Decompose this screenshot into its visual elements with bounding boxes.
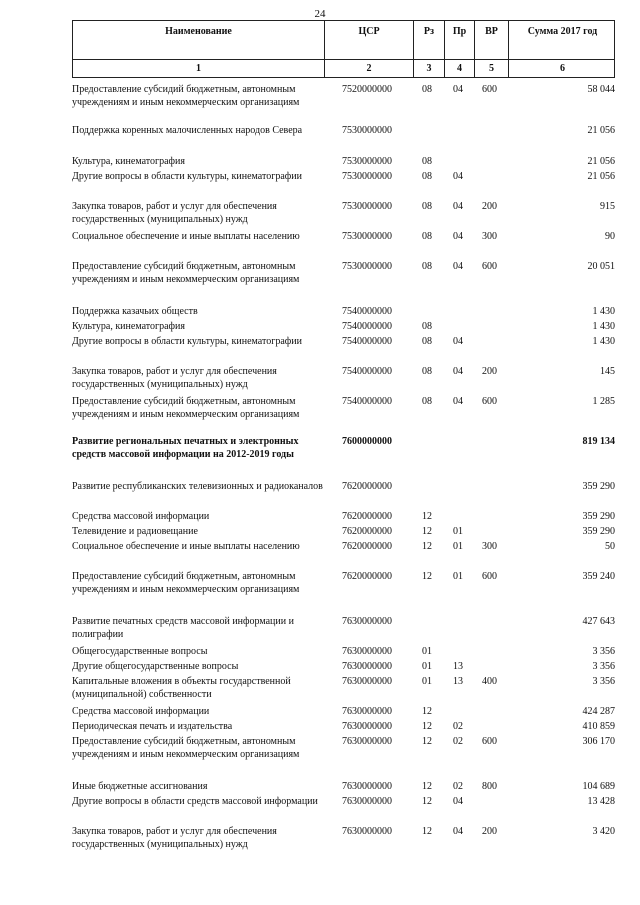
- row-name: Развитие республиканских телевизионных и радиоканалов: [72, 481, 323, 492]
- row-name: Социальное обеспечение и иные выплаты населению: [72, 541, 300, 552]
- row-sum: 359 290: [582, 526, 615, 537]
- header-name-column: [73, 21, 325, 77]
- row-rz-code: 12: [422, 526, 432, 537]
- row-rz-code: 08: [422, 336, 432, 347]
- row-name: Культура, кинематография: [72, 321, 185, 332]
- header-vr-label: ВР: [485, 26, 498, 37]
- row-csr-code: 7600000000: [342, 436, 392, 447]
- row-csr-code: 7540000000: [342, 366, 392, 377]
- row-name: Поддержка казачьих обществ: [72, 306, 198, 317]
- row-name: Закупка товаров, работ и услуг для обеспечения государственных (муниципальных) нужд: [72, 366, 277, 390]
- row-csr-code: 7540000000: [342, 396, 392, 407]
- row-csr-code: 7630000000: [342, 721, 392, 732]
- row-name: Предоставление субсидий бюджетным, автономным учреждениям и иным некоммерческим организациям: [72, 396, 300, 420]
- row-rz-code: 12: [422, 571, 432, 582]
- row-rz-code: 12: [422, 796, 432, 807]
- row-rz-code: 01: [422, 646, 432, 657]
- header-rz-column: [414, 21, 445, 77]
- row-pr-code: 04: [453, 231, 463, 242]
- row-sum: 359 290: [582, 481, 615, 492]
- row-sum: 13 428: [587, 796, 615, 807]
- row-vr-code: 600: [482, 571, 497, 582]
- row-vr-code: 600: [482, 261, 497, 272]
- row-sum: 1 285: [592, 396, 615, 407]
- row-name: Иные бюджетные ассигнования: [72, 781, 208, 792]
- row-csr-code: 7530000000: [342, 201, 392, 212]
- row-pr-code: 02: [453, 781, 463, 792]
- row-pr-code: 04: [453, 201, 463, 212]
- row-csr-code: 7530000000: [342, 261, 392, 272]
- row-vr-code: 200: [482, 201, 497, 212]
- row-vr-code: 200: [482, 826, 497, 837]
- row-csr-code: 7630000000: [342, 826, 392, 837]
- row-name: Предоставление субсидий бюджетным, автономным учреждениям и иным некоммерческим организациям: [72, 84, 300, 108]
- row-sum: 359 290: [582, 511, 615, 522]
- row-csr-code: 7530000000: [342, 156, 392, 167]
- row-name: Капитальные вложения в объекты государственной (муниципальной) собственности: [72, 676, 291, 700]
- row-csr-code: 7620000000: [342, 541, 392, 552]
- row-vr-code: 600: [482, 736, 497, 747]
- row-pr-code: 04: [453, 336, 463, 347]
- row-pr-code: 04: [453, 261, 463, 272]
- row-pr-code: 04: [453, 826, 463, 837]
- header-vr-column: [475, 21, 509, 77]
- header-pr-column: [445, 21, 475, 77]
- header-csr-column: [325, 21, 414, 77]
- row-name: Предоставление субсидий бюджетным, автономным учреждениям и иным некоммерческим организациям: [72, 571, 300, 595]
- row-name: Развитие региональных печатных и электронных средств массовой информации на 2012-2019 годы: [72, 436, 299, 460]
- row-name: Телевидение и радиовещание: [72, 526, 198, 537]
- row-csr-code: 7630000000: [342, 646, 392, 657]
- row-sum: 1 430: [592, 306, 615, 317]
- row-vr-code: 600: [482, 84, 497, 95]
- row-csr-code: 7620000000: [342, 526, 392, 537]
- row-sum: 1 430: [592, 336, 615, 347]
- header-name-label: Наименование: [165, 26, 232, 37]
- header-csr-number: 2: [366, 63, 372, 74]
- row-pr-code: 02: [453, 736, 463, 747]
- row-sum: 20 051: [587, 261, 615, 272]
- row-vr-code: 400: [482, 676, 497, 687]
- row-csr-code: 7630000000: [342, 661, 392, 672]
- row-name: Другие вопросы в области культуры, кинематографии: [72, 171, 302, 182]
- row-sum: 424 287: [582, 706, 615, 717]
- row-name: Развитие печатных средств массовой информации и полиграфии: [72, 616, 294, 640]
- row-rz-code: 12: [422, 721, 432, 732]
- row-sum: 90: [605, 231, 615, 242]
- row-sum: 3 356: [592, 646, 615, 657]
- row-name: Предоставление субсидий бюджетным, автономным учреждениям и иным некоммерческим организациям: [72, 736, 300, 760]
- row-sum: 915: [600, 201, 615, 212]
- row-csr-code: 7630000000: [342, 781, 392, 792]
- row-sum: 21 056: [587, 125, 615, 136]
- row-name: Средства массовой информации: [72, 706, 210, 717]
- row-csr-code: 7630000000: [342, 796, 392, 807]
- row-rz-code: 12: [422, 541, 432, 552]
- row-pr-code: 04: [453, 366, 463, 377]
- header-vr-number: 5: [489, 63, 494, 74]
- header-sum-label: Сумма 2017 год: [527, 26, 598, 37]
- row-rz-code: 12: [422, 736, 432, 747]
- row-name: Другие вопросы в области культуры, кинематографии: [72, 336, 302, 347]
- row-rz-code: 12: [422, 826, 432, 837]
- row-pr-code: 04: [453, 171, 463, 182]
- row-pr-code: 01: [453, 571, 463, 582]
- row-sum: 3 356: [592, 676, 615, 687]
- row-csr-code: 7620000000: [342, 481, 392, 492]
- row-name: Поддержка коренных малочисленных народов Севера: [72, 125, 303, 136]
- row-rz-code: 12: [422, 781, 432, 792]
- row-csr-code: 7620000000: [342, 571, 392, 582]
- row-pr-code: 13: [453, 676, 463, 687]
- row-vr-code: 600: [482, 396, 497, 407]
- row-csr-code: 7630000000: [342, 706, 392, 717]
- page-number: 24: [314, 8, 326, 20]
- row-name: Другие общегосударственные вопросы: [72, 661, 239, 672]
- row-csr-code: 7530000000: [342, 171, 392, 182]
- row-name: Периодическая печать и издательства: [72, 721, 233, 732]
- row-name: Предоставление субсидий бюджетным, автономным учреждениям и иным некоммерческим организациям: [72, 261, 300, 285]
- row-sum: 410 859: [582, 721, 615, 732]
- row-sum: 21 056: [587, 171, 615, 182]
- row-rz-code: 08: [422, 231, 432, 242]
- row-csr-code: 7520000000: [342, 84, 392, 95]
- row-rz-code: 12: [422, 706, 432, 717]
- row-sum: 1 430: [592, 321, 615, 332]
- row-name: Социальное обеспечение и иные выплаты населению: [72, 231, 300, 242]
- header-rz-label: Рз: [423, 26, 435, 37]
- row-sum: 3 356: [592, 661, 615, 672]
- row-name: Средства массовой информации: [72, 511, 210, 522]
- row-name: Закупка товаров, работ и услуг для обеспечения государственных (муниципальных) нужд: [72, 826, 277, 850]
- row-sum: 58 044: [587, 84, 615, 95]
- row-sum: 306 170: [582, 736, 615, 747]
- row-pr-code: 04: [453, 84, 463, 95]
- row-csr-code: 7630000000: [342, 736, 392, 747]
- row-vr-code: 200: [482, 366, 497, 377]
- row-csr-code: 7540000000: [342, 306, 392, 317]
- header-csr-label: ЦСР: [358, 26, 380, 37]
- header-sum-column: [509, 21, 616, 77]
- row-rz-code: 08: [422, 366, 432, 377]
- row-vr-code: 800: [482, 781, 497, 792]
- row-pr-code: 01: [453, 526, 463, 537]
- row-name: Общегосударственные вопросы: [72, 646, 208, 657]
- row-csr-code: 7630000000: [342, 676, 392, 687]
- row-rz-code: 12: [422, 511, 432, 522]
- row-sum: 21 056: [587, 156, 615, 167]
- row-rz-code: 08: [422, 171, 432, 182]
- row-csr-code: 7530000000: [342, 125, 392, 136]
- row-rz-code: 08: [422, 84, 432, 95]
- header-pr-label: Пр: [452, 26, 467, 37]
- row-csr-code: 7540000000: [342, 336, 392, 347]
- row-rz-code: 01: [422, 676, 432, 687]
- row-sum: 145: [600, 366, 615, 377]
- row-rz-code: 08: [422, 321, 432, 332]
- row-csr-code: 7540000000: [342, 321, 392, 332]
- row-vr-code: 300: [482, 541, 497, 552]
- header-sum-number: 6: [560, 63, 565, 74]
- row-rz-code: 08: [422, 396, 432, 407]
- row-sum: 819 134: [582, 436, 615, 447]
- row-rz-code: 08: [422, 201, 432, 212]
- row-rz-code: 01: [422, 661, 432, 672]
- row-sum: 3 420: [592, 826, 615, 837]
- row-sum: 104 689: [582, 781, 615, 792]
- row-rz-code: 08: [422, 261, 432, 272]
- header-pr-number: 4: [457, 63, 462, 74]
- row-pr-code: 02: [453, 721, 463, 732]
- row-csr-code: 7630000000: [342, 616, 392, 627]
- table-header: [72, 20, 615, 78]
- row-sum: 359 240: [582, 571, 615, 582]
- row-csr-code: 7530000000: [342, 231, 392, 242]
- row-pr-code: 13: [453, 661, 463, 672]
- row-sum: 427 643: [582, 616, 615, 627]
- row-pr-code: 04: [453, 796, 463, 807]
- row-name: Другие вопросы в области средств массовой информации: [72, 796, 318, 807]
- row-sum: 50: [605, 541, 615, 552]
- header-rz-number: 3: [426, 63, 432, 74]
- row-pr-code: 01: [453, 541, 463, 552]
- row-name: Закупка товаров, работ и услуг для обеспечения государственных (муниципальных) нужд: [72, 201, 277, 225]
- row-pr-code: 04: [453, 396, 463, 407]
- row-vr-code: 300: [482, 231, 497, 242]
- header-name-number: 1: [196, 63, 201, 74]
- row-name: Культура, кинематография: [72, 156, 185, 167]
- row-rz-code: 08: [422, 156, 432, 167]
- row-csr-code: 7620000000: [342, 511, 392, 522]
